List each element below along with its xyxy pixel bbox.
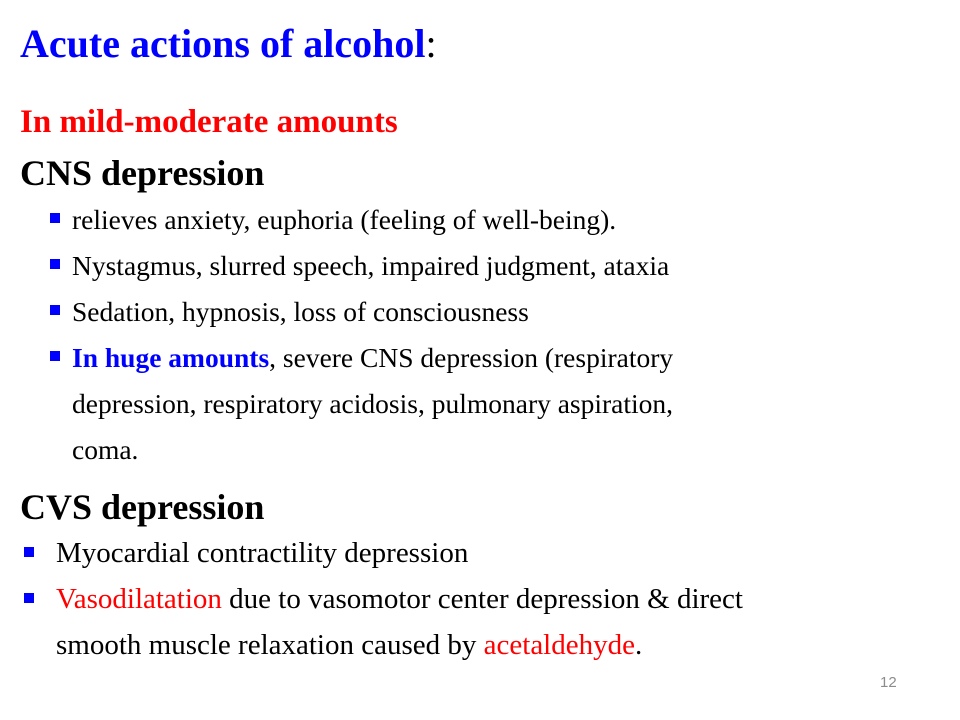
- square-bullet-icon: [50, 305, 60, 315]
- cvs-heading: CVS depression: [20, 487, 265, 527]
- list-item: [50, 197, 950, 243]
- list-item-continuation: [50, 381, 950, 427]
- cns-item-text: relieves anxiety, euphoria (feeling of well-being).: [72, 204, 617, 235]
- acetaldehyde-highlight: acetaldehyde: [483, 629, 635, 661]
- slide-title-colon: :: [425, 21, 437, 66]
- list-item: [20, 530, 950, 576]
- cvs-item-text: due to vasomotor center depression & direct: [221, 583, 743, 615]
- square-bullet-icon: [24, 593, 34, 603]
- slide-title-text: Acute actions of alcohol: [20, 21, 426, 66]
- cvs-bullet-list: [20, 530, 950, 668]
- list-item-continuation: [20, 622, 950, 668]
- square-bullet-icon: [50, 351, 60, 361]
- list-item: [50, 289, 950, 335]
- cns-item-text: Sedation, hypnosis, loss of consciousness: [72, 296, 529, 327]
- cns-heading: CNS depression: [20, 153, 265, 193]
- cns-item-text: , severe CNS depression (respiratory: [269, 342, 674, 373]
- list-item-continuation: [50, 427, 950, 473]
- cvs-item-text: .: [634, 629, 643, 661]
- slide-title: [20, 22, 437, 66]
- square-bullet-icon: [50, 259, 60, 269]
- list-item: [20, 576, 950, 622]
- cns-item-text: depression, respiratory acidosis, pulmonary aspiration,: [72, 388, 674, 419]
- cvs-item-text: smooth muscle relaxation caused by: [56, 629, 484, 661]
- cns-bullet-list: [50, 197, 950, 473]
- cns-item-text: coma.: [72, 434, 139, 465]
- slide-subtitle: In mild-moderate amounts: [20, 104, 398, 140]
- square-bullet-icon: [24, 547, 34, 557]
- list-item: [50, 243, 950, 289]
- cvs-item-text: Myocardial contractility depression: [56, 537, 469, 569]
- list-item: [50, 335, 950, 381]
- square-bullet-icon: [50, 213, 60, 223]
- cns-item-text: Nystagmus, slurred speech, impaired judgment, ataxia: [72, 250, 670, 281]
- vasodilatation-highlight: Vasodilatation: [56, 583, 222, 615]
- page-number: 12: [880, 674, 897, 691]
- huge-amounts-highlight: In huge amounts: [72, 342, 270, 373]
